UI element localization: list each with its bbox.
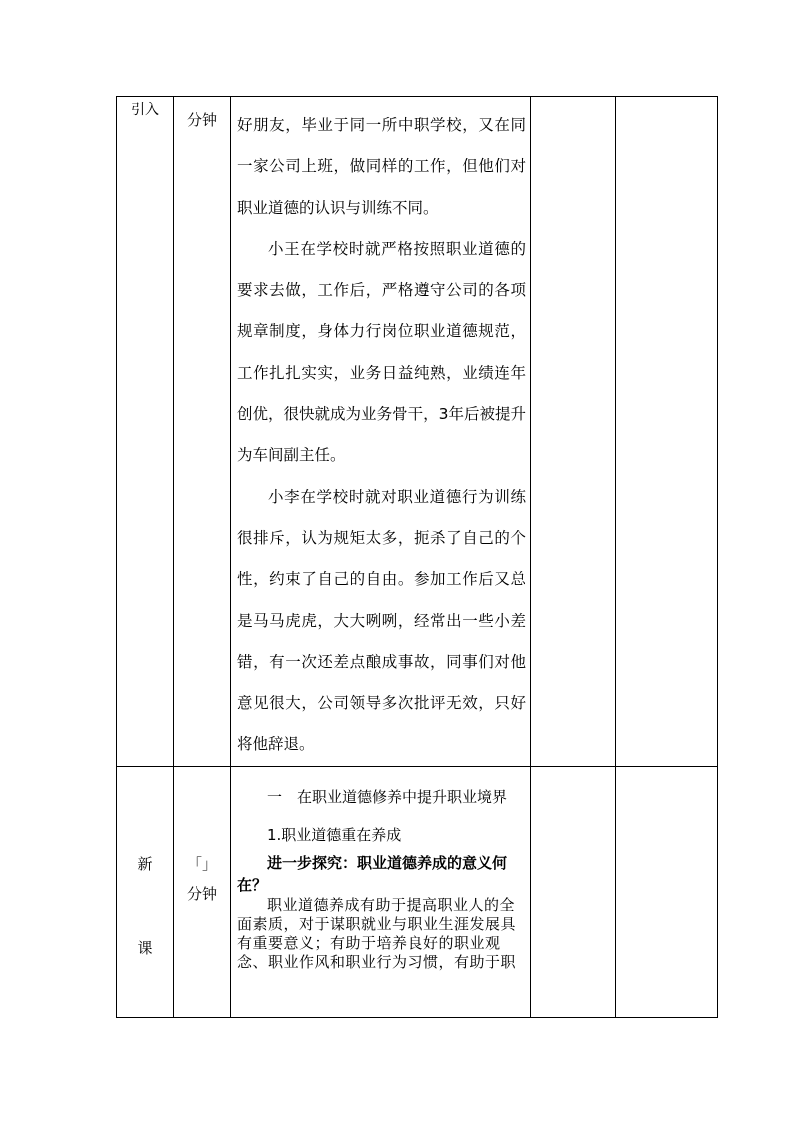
intro-time: 分钟 bbox=[186, 111, 217, 129]
story-paragraph-1: 好朋友，毕业于同一所中职学校，又在同一家公司上班，做同样的工作，但他们对职业道德的认识与训练不同。 bbox=[237, 116, 526, 217]
new-lesson-empty-cell-2 bbox=[616, 766, 718, 1017]
story-paragraph-3: 小李在学校时就对职业道德行为训练很排斥，认为规矩太多，扼杀了自己的个性，约束了自己的自由。参加工作后又总是马马虎虎，大大咧咧，经常出一些小差错，有一次还差点酿成事故，同事们对他意见很大，公司领导多次批评无效，只好将他辞退。 bbox=[237, 487, 526, 754]
new-lesson-label-cell bbox=[117, 766, 174, 1017]
new-lesson-row bbox=[117, 766, 718, 1017]
intro-label-cell bbox=[117, 97, 174, 767]
intro-empty-cell-1 bbox=[531, 97, 616, 767]
new-lesson-content-cell bbox=[231, 766, 531, 1017]
new-lesson-label-2: 课 bbox=[137, 938, 153, 957]
intro-label: 引入 bbox=[131, 102, 159, 118]
story-paragraph-2: 小王在学校时就严格按照职业道德的要求去做，工作后，严格遵守公司的各项规章制度，身体力行岗位职业道德规范，工作扎扎实实，业务日益纯熟，业绩连年创优，很快就成为业务骨干，3年后被提升为车间副主任。 bbox=[237, 239, 526, 465]
new-lesson-time: 分钟 bbox=[186, 884, 217, 903]
intro-story bbox=[231, 97, 530, 766]
new-lesson-empty-cell-1 bbox=[531, 766, 616, 1017]
section-heading: 一 在职业道德修养中提升职业境界 bbox=[267, 787, 508, 806]
intro-time-cell bbox=[174, 97, 231, 767]
new-lesson-label-1: 新 bbox=[137, 854, 153, 873]
intro-row bbox=[117, 97, 718, 767]
new-lesson-time-cell bbox=[174, 766, 231, 1017]
lesson-plan-table bbox=[116, 96, 718, 1018]
inquiry-question: 进一步探究：职业道德养成的意义何在？ bbox=[237, 853, 508, 894]
new-lesson-content bbox=[231, 767, 530, 972]
section-body: 职业道德养成有助于提高职业人的全面素质，对于谋职就业与职业生涯发展具有重要意义；有助于培养良好的职业观念、职业作风和职业行为习惯，有助于职 bbox=[237, 895, 517, 971]
intro-content-cell bbox=[231, 97, 531, 767]
time-blank-mark: 「」 bbox=[186, 854, 217, 873]
intro-empty-cell-2 bbox=[616, 97, 718, 767]
section-subheading: 1.职业道德重在养成 bbox=[267, 825, 402, 844]
